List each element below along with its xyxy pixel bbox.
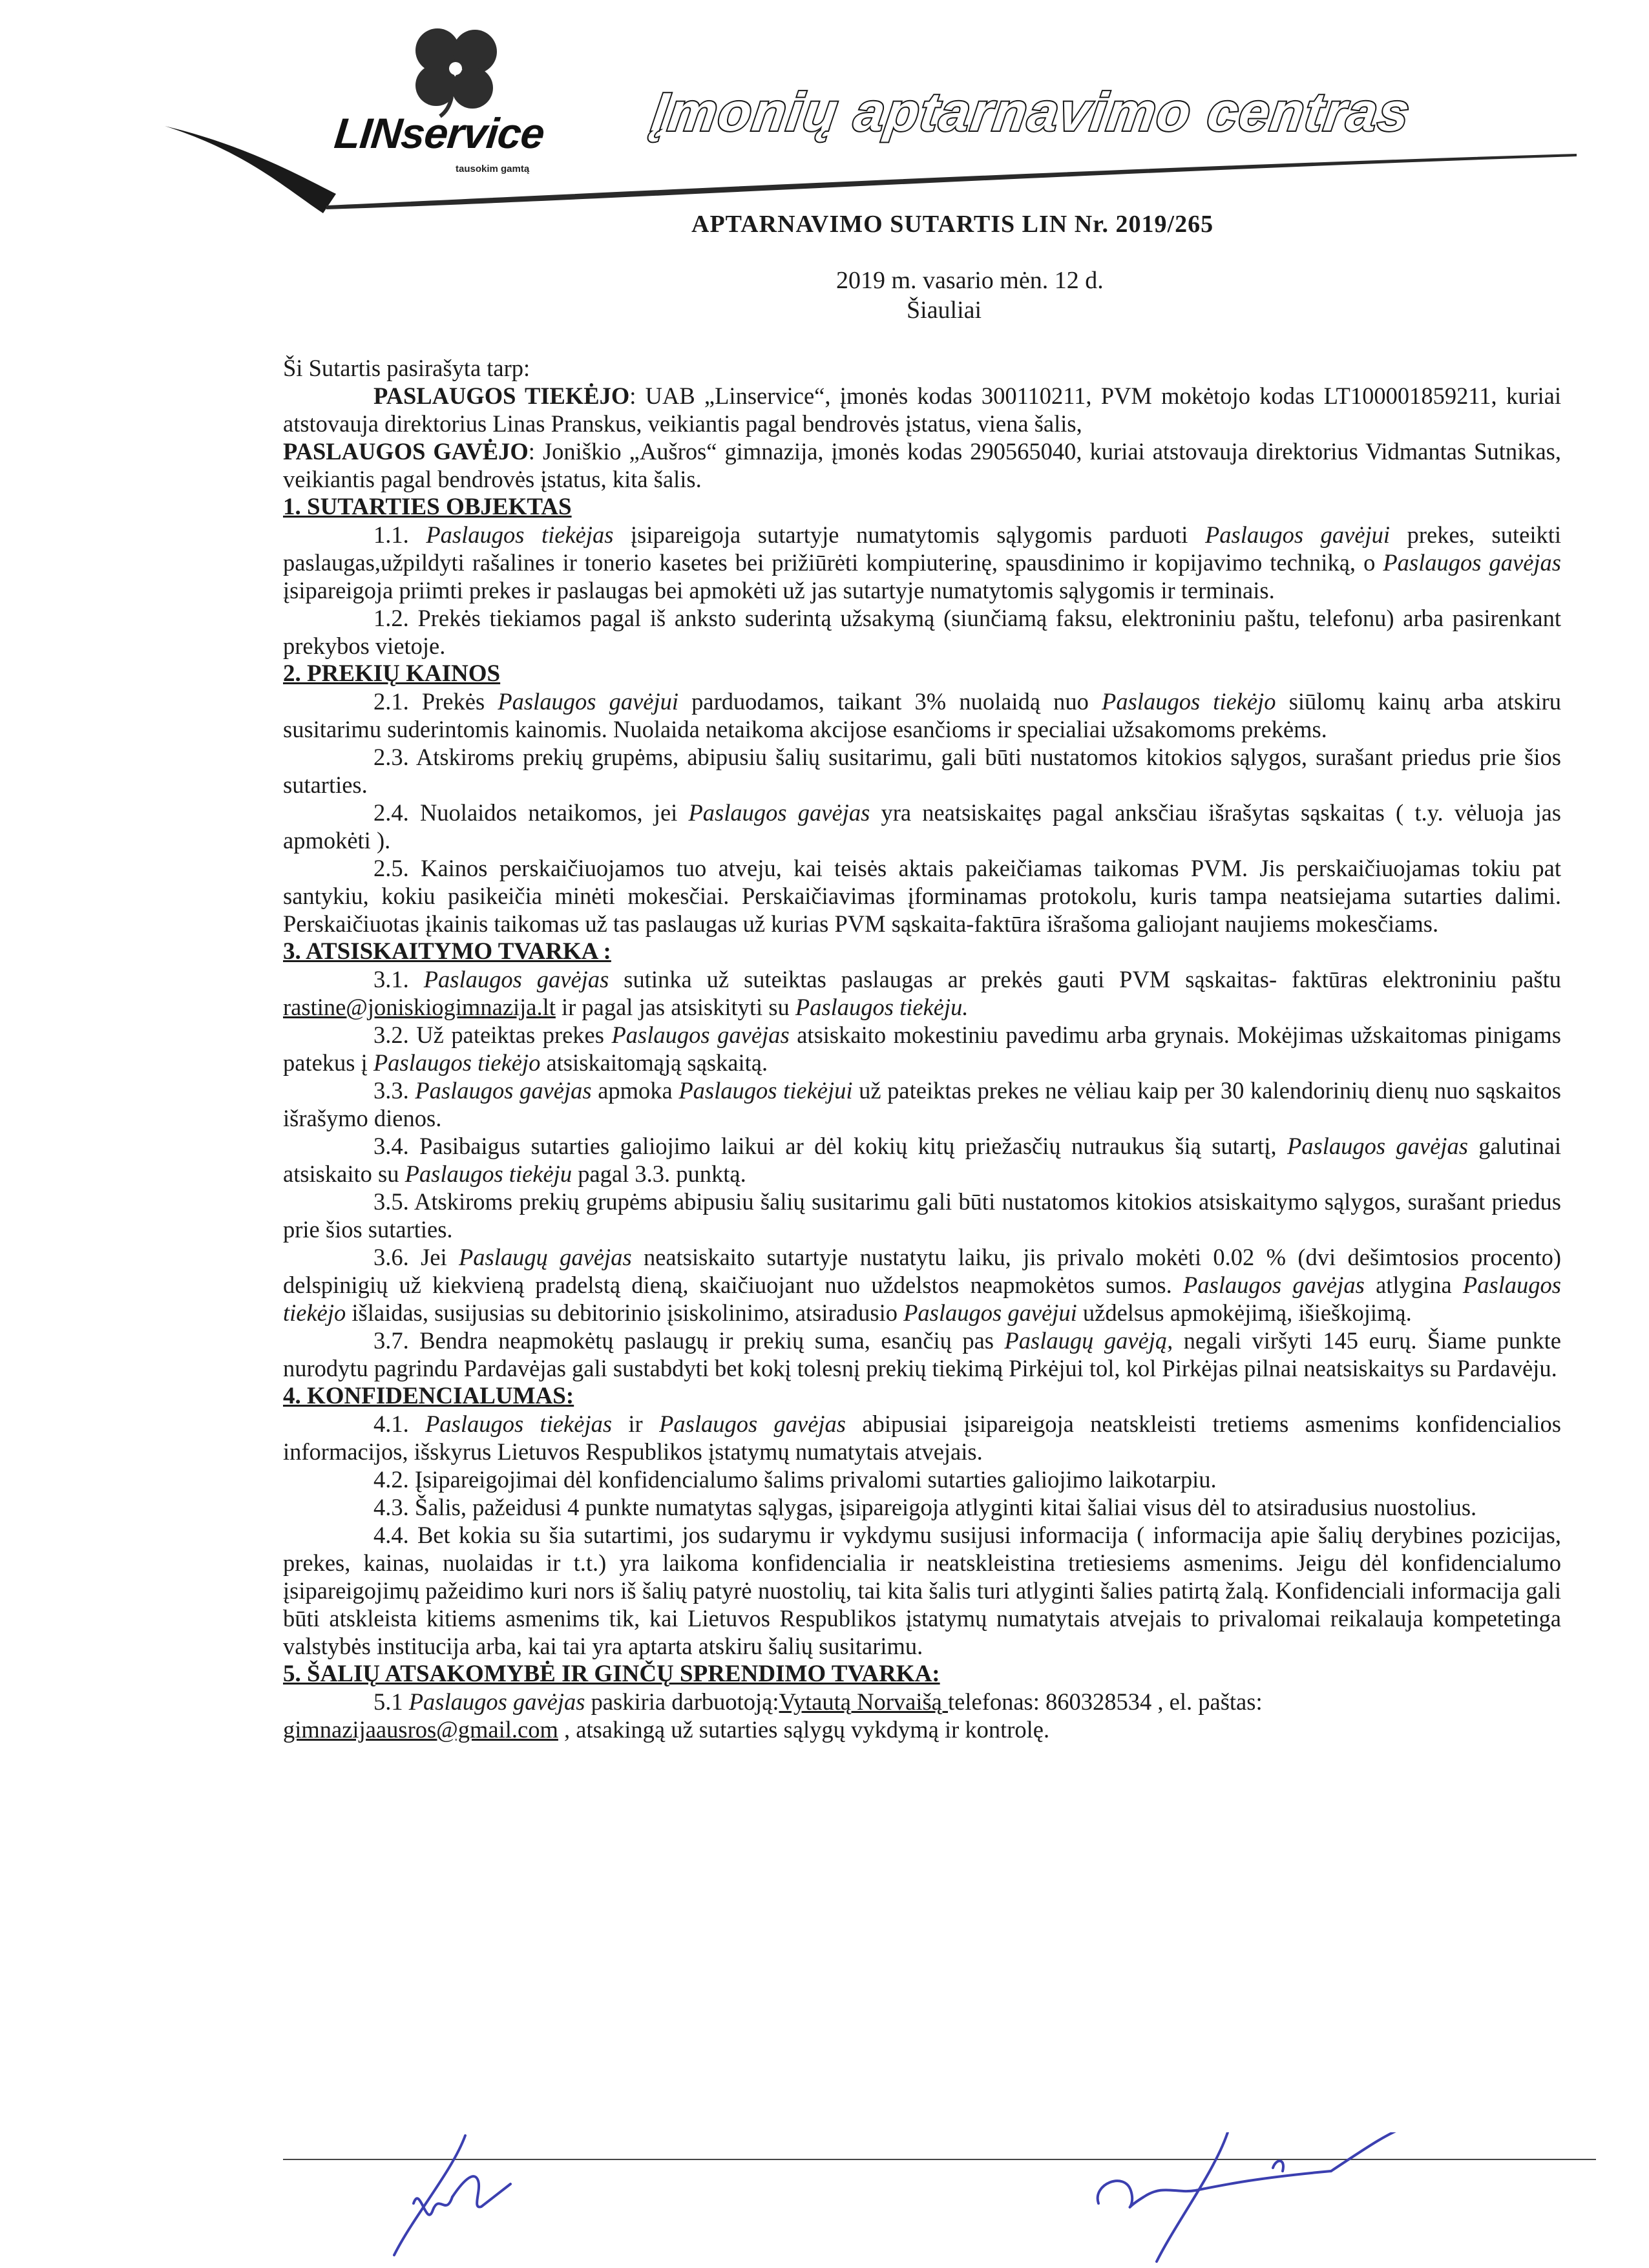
clause-3-7: 3.7. Bendra neapmokėtų paslaugų ir prekių suma, esančių pas Paslaugų gavėją, negali viršyti 145 eurų. Šiame punkte nurodytu pagrindu Pardavėjas gali sustabdyti bet kokį tolesnį prekių tiekimą Pirkėjui tol, kol Pirkėjas pilnai neatsiskaitys su Pardavėju. — [283, 1327, 1561, 1381]
party-receiver-label: PASLAUGOS GAVĖJO — [283, 438, 529, 465]
section-3-heading: 3. ATSISKAITYMO TVARKA : — [283, 938, 611, 965]
four-leaf-clover-logo-icon — [415, 28, 497, 116]
section-5-heading: 5. ŠALIŲ ATSAKOMYBĖ IR GINČŲ SPRENDIMO TVARKA: — [283, 1661, 940, 1687]
intro: Ši Sutartis pasirašyta tarp: — [283, 355, 530, 381]
logo-wordmark: LINservice — [332, 109, 547, 157]
clause-3-2: 3.2. Už pateiktas prekes Paslaugos gavėjas atsiskaito mokestiniu pavedimu arba grynais. Mokėjimas užskaitomas pinigams patekus į Paslaugos tiekėjo atsiskaitomąją sąskaitą. — [283, 1022, 1561, 1076]
signature-right — [1098, 2132, 1409, 2262]
signature-area — [0, 2132, 1649, 2268]
logo-tagline: tausokim gamtą — [456, 163, 530, 174]
party-supplier-text: : UAB „Linservice“, įmonės kodas 300110211, PVM mokėtojo kodas LT100001859211, kuriai atstovauja direktorius Linas Pranskus, veikiantis pagal bendrovės įstatus, viena šalis, — [283, 383, 1561, 437]
clause-2-3: 2.3. Atskiroms prekių grupėms, abipusiu šalių susitarimu, gali būti nustatomos kitokios sąlygos, surašant priedus prie šios sutarties. — [283, 744, 1561, 798]
section-2-heading: 2. PREKIŲ KAINOS — [283, 660, 501, 687]
contract-body — [283, 354, 1561, 1743]
signature-graphics — [0, 2132, 1649, 2268]
clause-3-1: 3.1. Paslaugos gavėjas sutinka už suteiktas paslaugas ar prekės gauti PVM sąskaitas- faktūras elektroniniu paštu rastine@joniskiogimnazija.lt ir pagal jas atsiskityti su Paslaugos tiekėju. — [283, 966, 1561, 1020]
party-supplier — [283, 382, 1561, 437]
clause-3-3: 3.3. Paslaugos gavėjas apmoka Paslaugos tiekėjui už pateiktas prekes ne vėliau kaip per 30 kalendorinių dienų nuo sąskaitos išrašymo dienos. — [283, 1077, 1562, 1131]
responsible-person: Vytautą Norvaišą — [779, 1688, 949, 1715]
party-receiver — [283, 437, 1561, 493]
clause-2-1: 2.1. Prekės Paslaugos gavėjui parduodamos, taikant 3% nuolaidą nuo Paslaugos tiekėjo siūlomų kainų arba atskiru susitarimu suderintomis kainomis. Nuolaida netaikoma akcijose esančioms ir specialiai užsakomoms prekėms. — [283, 688, 1561, 742]
clause-3-4: 3.4. Pasibaigus sutarties galiojimo laikui ar dėl kokių kitų priežasčių nutraukus šią sutartį, Paslaugos gavėjas galutinai atsiskaito su Paslaugos tiekėju pagal 3.3. punktą. — [283, 1133, 1561, 1187]
clause-2-5: 2.5. Kainos perskaičiuojamos tuo atveju, kai teisės aktais pakeičiamas taikomas PVM. Jis perskaičiuojamas tokiu pat santykiu, kokiu pasikeičia minėti mokesčiai. Perskaičiavimas įforminamas protokolu, kuris tampa neatsiejama sutarties dalimi. Perskaičiuotas įkainis taikomas už tas paslaugas už kurias PVM sąskaita-faktūra išrašoma galiojant naujiems mokesčiams. — [283, 855, 1561, 937]
document-city: Šiauliai — [907, 297, 982, 324]
clause-1-1: 1.1. Paslaugos tiekėjas įsipareigoja sutartyje numatytomis sąlygomis parduoti Paslaugos gavėjui prekes, suteikti paslaugas,užpildyti rašalines ir tonerio kasetes bei prižiūrėti kompiuterinę, spausdinimo ir kopijavimo techniką, o Paslaugos gavėjas įsipareigoja priimti prekes ir paslaugas bei apmokėti už jas sutartyje numatytomis sąlygomis ir terminais. — [283, 521, 1562, 604]
clause-4-1: 4.1. Paslaugos tiekėjas ir Paslaugos gavėjas abipusiai įsipareigoja neatskleisti tretiems asmenims konfidencialios informacijos, išskyrus Lietuvos Respublikos įstatymų numatytais atvejais. — [283, 1411, 1562, 1465]
contact-email-link[interactable]: gimnazijaausros@gmail.com — [283, 1716, 558, 1743]
document-title: APTARNAVIMO SUTARTIS LIN Nr. 2019/265 — [691, 211, 1214, 238]
clause-4-3: 4.3. Šalis, pažeidusi 4 punkte numatytas sąlygas, įsipareigoja atlyginti kitai šaliai visus dėl to atsiradusius nuostolius. — [373, 1494, 1477, 1520]
party-receiver-text: : Joniškio „Aušros“ gimnazija, įmonės kodas 290565040, kuriai atstovauja direktorius Vidmantas Sutnikas, veikiantis pagal bendrovės įstatus, kita šalis. — [283, 438, 1561, 492]
clause-3-6: 3.6. Jei Paslaugų gavėjas neatsiskaito sutartyje nustatytu laiku, jis privalo mokėti 0.02 % (dvi dešimtosios procento) delspinigių už kiekvieną pradelstą dieną, skaičiuojant nuo uždelstos neapmokėtos sumos. Paslaugos gavėjas atlygina Paslaugos tiekėjo išlaidas, susijusias su debitorinio įsiskolinimo, atsiradusio Paslaugos gavėjui uždelsus apmokėjimą, išieškojimą. — [283, 1244, 1562, 1326]
signature-left — [394, 2136, 510, 2255]
section-1-heading: 1. SUTARTIES OBJEKTAS — [283, 494, 572, 520]
section-4-heading: 4. KONFIDENCIALUMAS: — [283, 1383, 574, 1409]
clause-3-5: 3.5. Atskiroms prekių grupėms abipusiu šalių susitarimu gali būti nustatomos kitokios atsiskaitymo sąlygos, surašant priedus prie šios sutarties. — [283, 1188, 1561, 1243]
party-supplier-label: PASLAUGOS TIEKĖJO — [373, 383, 630, 409]
clause-5-1: 5.1 Paslaugos gavėjas paskiria darbuotoją:Vytautą Norvaišą telefonas: 860328534 , el. paštas: gimnazijaausros@gmail.com , atsakingą už sutarties sąlygų vykdymą ir kontrolę. — [283, 1688, 1263, 1743]
clause-2-4: 2.4. Nuolaidos netaikomos, jei Paslaugos gavėjas yra neatsiskaitęs pagal anksčiau išrašytas sąskaitas ( t.y. vėluoja jas apmokėti ). — [283, 799, 1561, 854]
clause-4-4: 4.4. Bet kokia su šia sutartimi, jos sudarymu ir vykdymu susijusi informacija ( informacija apie šalių derybines pozicijas, prekes, kainas, nuolaidas ir t.t.) yra laikoma konfidencialia ir neatskleistina tretiesiems asmenims. Jeigu dėl konfidencialumo įsipareigojimų pažeidimo kuri nors iš šalių patyrė nuostolių, tai kita šalis turi atlyginti šalies patirtą žalą. Konfidenciali informacija gali būti atskleista kitiems asmenims tik, kai Lietuvos Respublikos įstatymų numatytais atvejais to privalomai reikalauja kompetetinga valstybės institucija arba, kai tai yra aptarta atskiru šalių susitarimu. — [283, 1522, 1561, 1659]
letterhead-swoosh — [165, 126, 336, 213]
clause-4-2: 4.2. Įsipareigojimai dėl konfidencialumo šalims privalomi sutarties galiojimo laikotarpiu. — [373, 1466, 1217, 1493]
clause-1-2: 1.2. Prekės tiekiamos pagal iš anksto suderintą užsakymą (siunčiamą faksu, elektroniniu paštu, telefonu) arba pasirenkant prekybos vietoje. — [283, 605, 1561, 659]
center-name: Įmonių aptarnavimo centras — [648, 81, 1414, 142]
document-date: 2019 m. vasario mėn. 12 d. — [836, 267, 1104, 294]
letterhead-rule — [326, 154, 1577, 209]
invoice-email-link[interactable]: rastine@joniskiogimnazija.lt — [283, 994, 556, 1020]
